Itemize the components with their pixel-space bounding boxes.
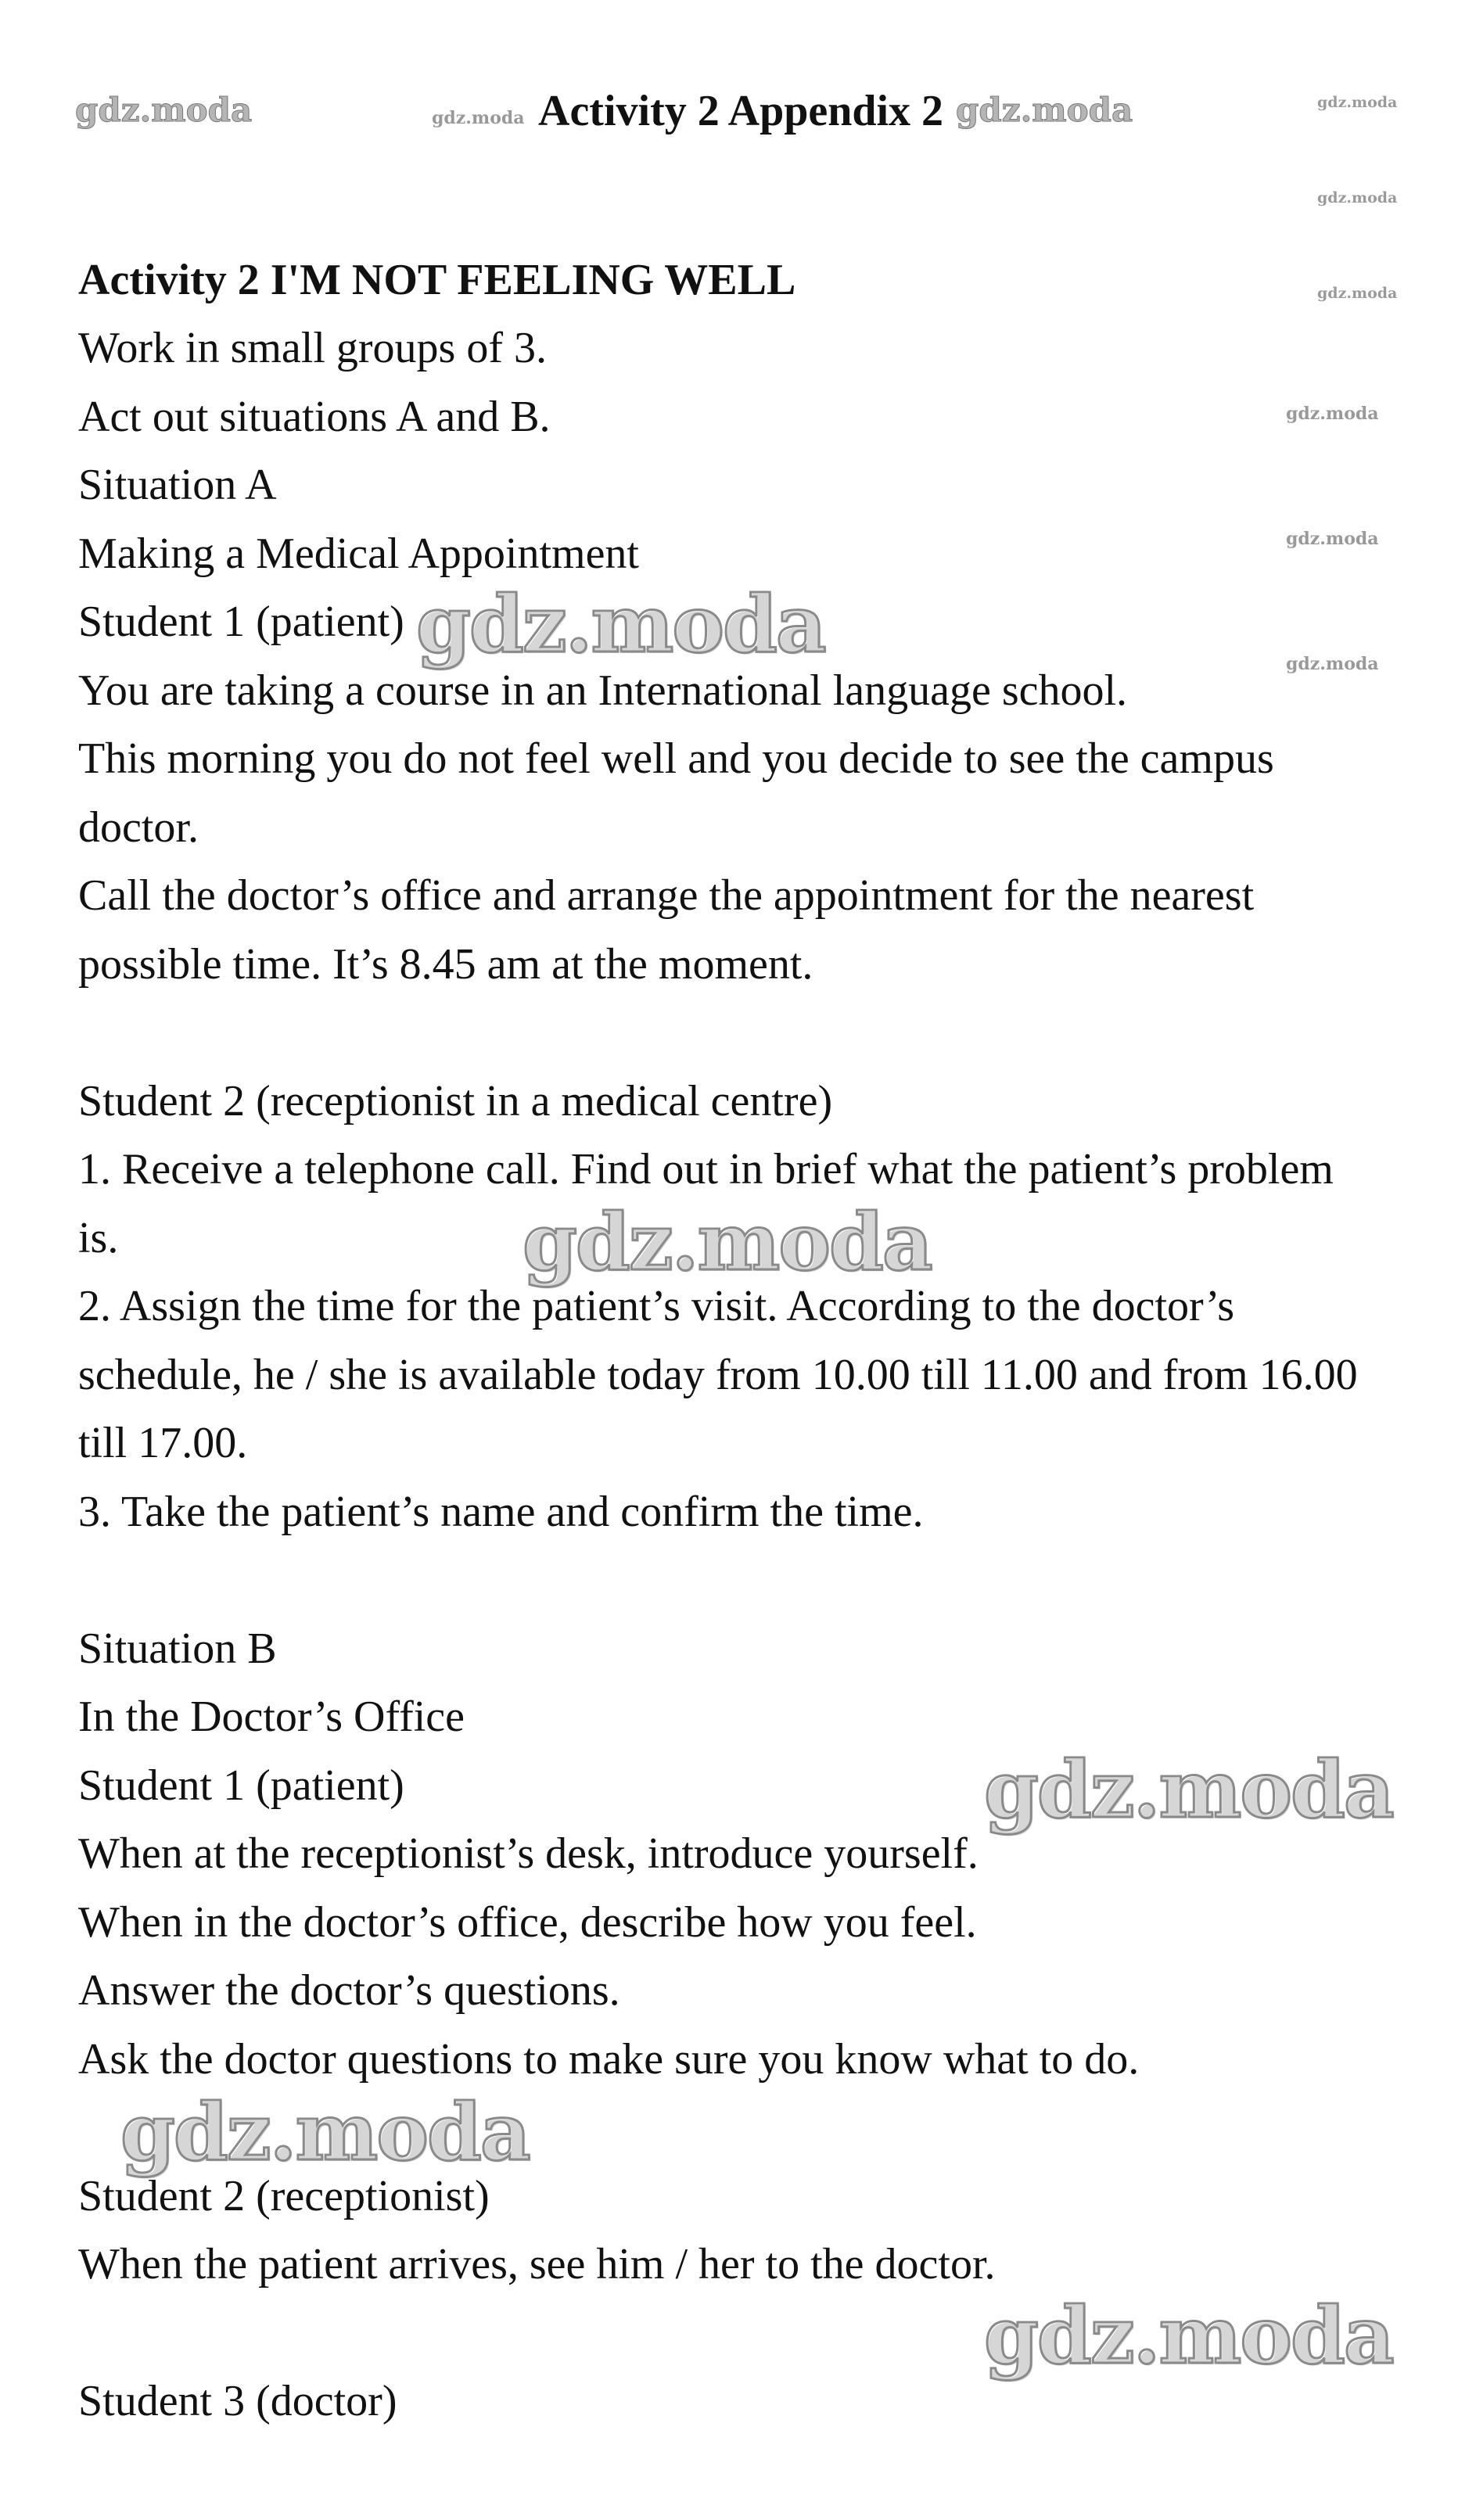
watermark-logo: gdz.moda (1286, 529, 1379, 549)
watermark-logo: gdz.moda (1286, 654, 1379, 674)
text-line: till 17.00. (78, 1419, 248, 1467)
text-line: Making a Medical Appointment (78, 529, 639, 578)
text-line: When in the doctor’s office, describe how you feel. (78, 1898, 977, 1947)
role-heading: Student 2 (receptionist) (78, 2172, 490, 2220)
text-line: In the Doctor’s Office (78, 1693, 465, 1741)
text-line: Work in small groups of 3. (78, 324, 547, 372)
text-line: When the patient arrives, see him / her to the doctor. (78, 2240, 996, 2288)
watermark-logo: gdz.moda (956, 91, 1133, 129)
text-line: schedule, he / she is available today from 10.00 till 11.00 and from 16.00 (78, 1351, 1358, 1399)
watermark-logo: gdz.moda (120, 2086, 530, 2178)
text-line: is. (78, 1214, 119, 1262)
role-heading: Student 2 (receptionist in a medical centre) (78, 1077, 833, 1125)
watermark-logo: gdz.moda (984, 2289, 1393, 2382)
watermark-logo: gdz.moda (416, 578, 825, 670)
watermark-logo: gdz.moda (1317, 189, 1398, 206)
text-line: Answer the doctor’s questions. (78, 1966, 620, 2015)
text-line: Act out situations A and B. (78, 393, 551, 441)
watermark-logo: gdz.moda (1317, 94, 1398, 111)
text-line: 3. Take the patient’s name and confirm the time. (78, 1488, 924, 1536)
role-heading: Student 1 (patient) (78, 1761, 404, 1810)
situation-heading: Situation B (78, 1624, 277, 1673)
text-line: You are taking a course in an International language school. (78, 666, 1128, 715)
text-line: Call the doctor’s office and arrange the appointment for the nearest (78, 871, 1255, 920)
situation-heading: Situation A (78, 461, 277, 509)
text-line: possible time. It’s 8.45 am at the moment. (78, 940, 813, 989)
text-line: Ask the doctor questions to make sure you know what to do. (78, 2035, 1140, 2084)
activity-heading: Activity 2 I'M NOT FEELING WELL (78, 256, 796, 304)
watermark-logo: gdz.moda (75, 91, 253, 129)
watermark-logo: gdz.moda (1286, 404, 1379, 424)
watermark-logo: gdz.moda (1317, 285, 1398, 302)
page-header-title: Activity 2 Appendix 2 (538, 87, 944, 135)
text-line: This morning you do not feel well and you decide to see the campus (78, 734, 1274, 783)
text-line: 2. Assign the time for the patient’s visit. According to the doctor’s (78, 1282, 1235, 1330)
watermark-logo: gdz.moda (523, 1196, 932, 1288)
text-line: When at the receptionist’s desk, introduce yourself. (78, 1829, 979, 1878)
role-heading: Student 1 (patient) (78, 598, 404, 646)
text-line: 1. Receive a telephone call. Find out in brief what the patient’s problem (78, 1145, 1334, 1194)
role-heading: Student 3 (doctor) (78, 2377, 397, 2425)
watermark-logo: gdz.moda (984, 1743, 1393, 1836)
text-line: doctor. (78, 803, 199, 852)
watermark-logo: gdz.moda (432, 108, 525, 128)
